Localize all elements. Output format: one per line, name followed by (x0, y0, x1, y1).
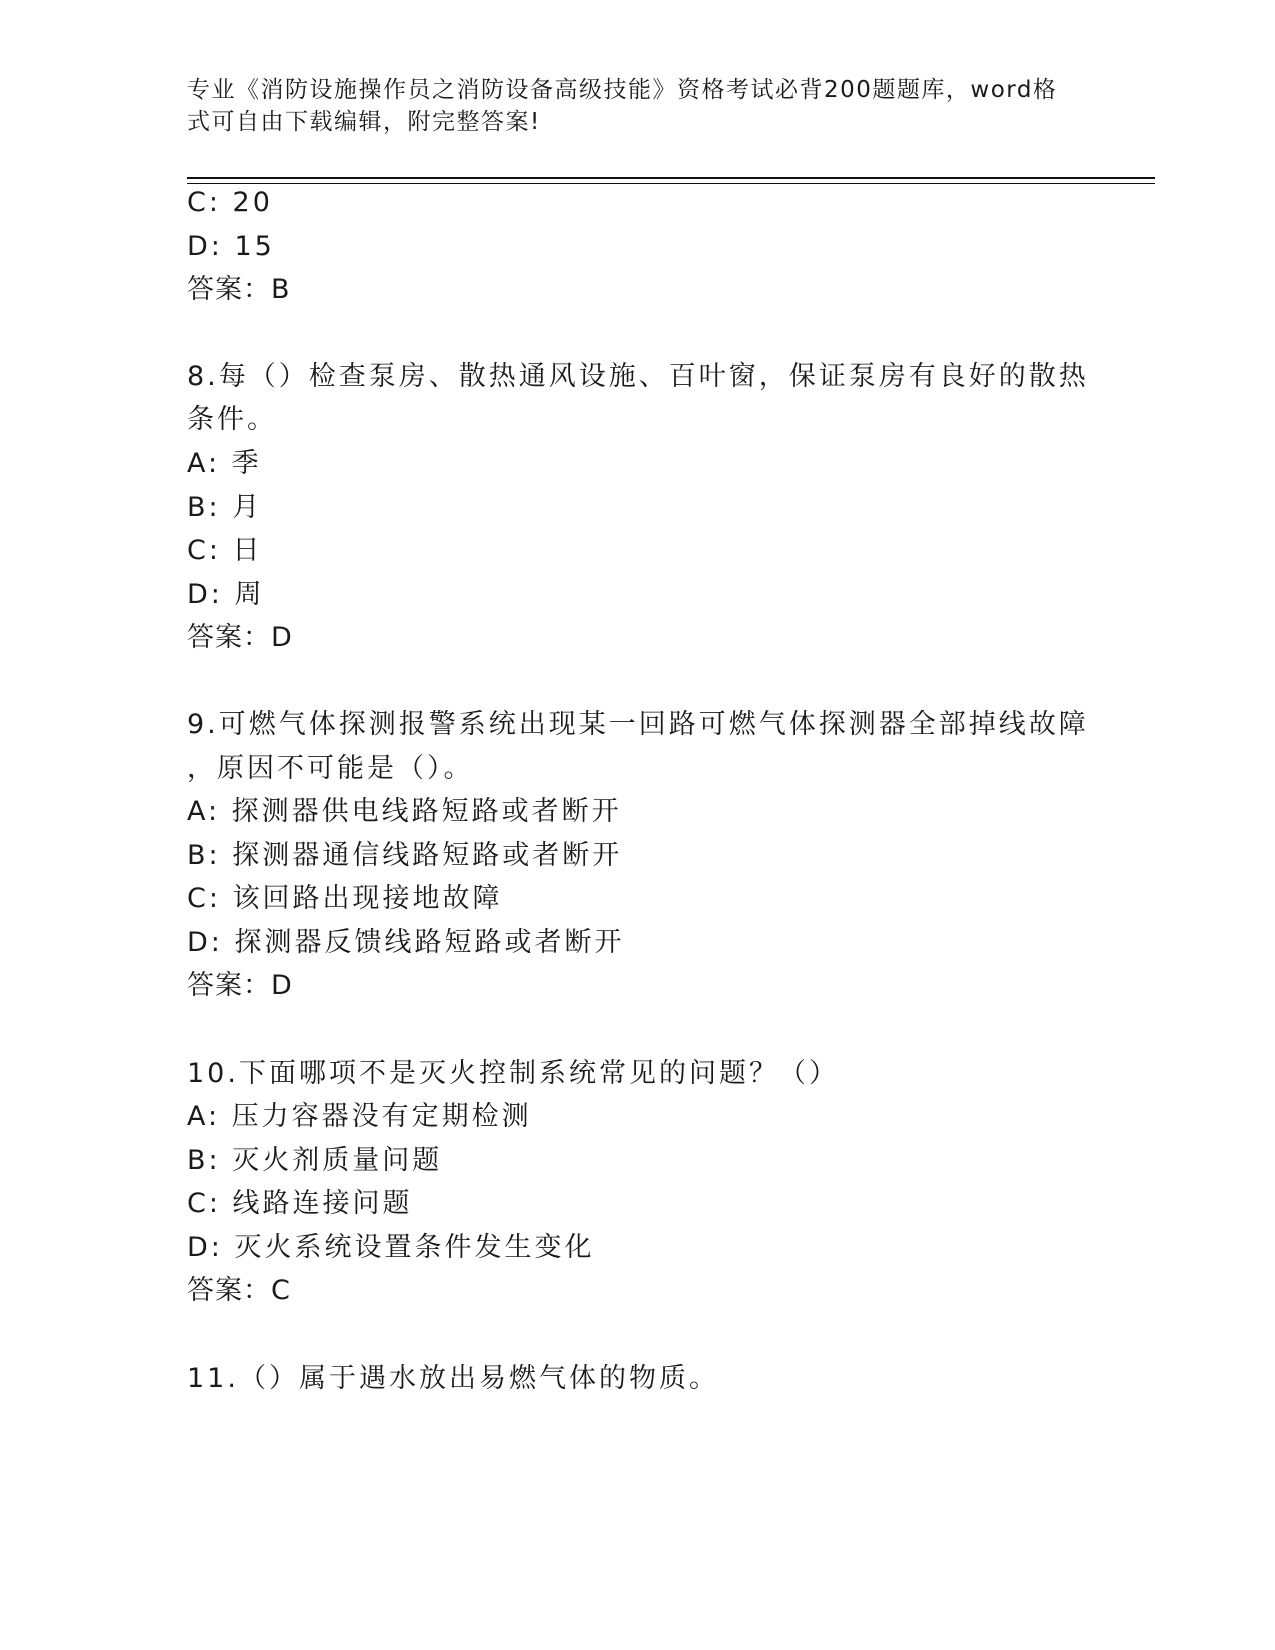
answer-line: 答案：B (187, 274, 291, 305)
question-11-stem: 11.（）属于遇水放出易燃气体的物质。 (187, 1363, 719, 1394)
question-10-option-b: B: 灭火剂质量问题 (187, 1145, 443, 1176)
document-header (187, 74, 1067, 138)
question-10-stem: 10.下面哪项不是灭火控制系统常见的问题？（） (187, 1058, 839, 1089)
question-9-stem-line-1: 9.可燃气体探测报警系统出现某一回路可燃气体探测器全部掉线故障 (187, 709, 1089, 740)
question-10-option-d: D: 灭火系统设置条件发生变化 (187, 1232, 595, 1263)
question-8-option-b: B: 月 (187, 492, 263, 523)
header-line-1: 专业《消防设施操作员之消防设备高级技能》资格考试必背200题题库，word格 (187, 77, 1058, 103)
question-8-stem-line-2: 条件。 (187, 404, 277, 435)
question-9-stem-line-2: ，原因不可能是（）。 (187, 753, 474, 784)
question-8-option-d: D: 周 (187, 579, 265, 610)
question-9-option-d: D: 探测器反馈线路短路或者断开 (187, 927, 625, 958)
question-9-answer: 答案：D (187, 970, 293, 1001)
header-line-2: 式可自由下载编辑，附完整答案! (187, 109, 541, 135)
question-10-answer: 答案：C (187, 1275, 291, 1306)
question-9-option-a: A: 探测器供电线路短路或者断开 (187, 796, 622, 827)
header-rule-thick (187, 177, 1155, 179)
question-8-stem-line-1: 8.每（）检查泵房、散热通风设施、百叶窗，保证泵房有良好的散热 (187, 361, 1089, 392)
question-10-option-c: C: 线路连接问题 (187, 1188, 413, 1219)
question-9-option-b: B: 探测器通信线路短路或者断开 (187, 840, 623, 871)
question-8-option-a: A: 季 (187, 448, 262, 479)
question-8-answer: 答案：D (187, 622, 293, 653)
question-10-option-a: A: 压力容器没有定期检测 (187, 1101, 532, 1132)
question-8-option-c: C: 日 (187, 535, 263, 566)
question-9-option-c: C: 该回路出现接地故障 (187, 883, 503, 914)
option-c: C: 20 (187, 187, 273, 218)
option-d: D: 15 (187, 231, 275, 262)
